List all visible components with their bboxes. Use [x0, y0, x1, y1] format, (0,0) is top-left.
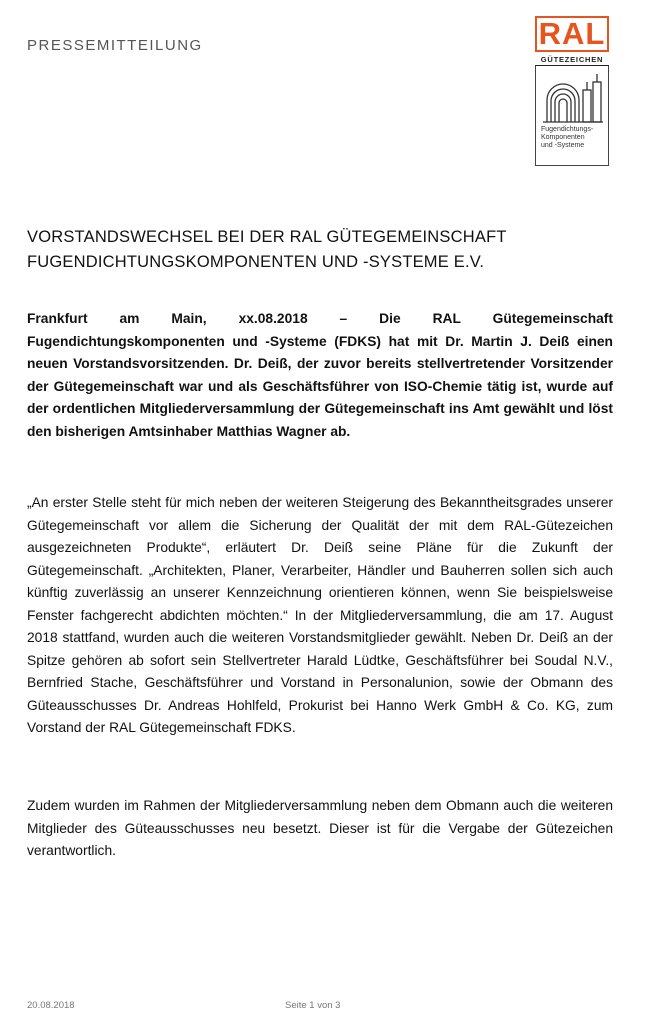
logo-label-line: Fugendichtungs-	[541, 126, 594, 133]
title-line: FUGENDICHTUNGSKOMPONENTEN UND -SYSTEME E.V.	[27, 253, 485, 271]
press-release-title	[27, 225, 627, 275]
body-paragraph: „An erster Stelle steht für mich neben der weiteren Steigerung des Bekanntheitsgrades unserer Gütegemeinschaft vor allem die Sicherung der Qualität der mit dem RAL-Gütezeichen ausgezeichneten Produkte“, erläutert Dr. Deiß seine Pläne für die Zukunft der Gütegemeinschaft. „Architekten, Planer, Verarbeiter, Händler und Bauherren sollen sich auch künftig zuverlässig an unserer Kennzeichnung orientieren können, wenn Sie beispielsweise Fenster fachgerecht abdichten möchten.“ In der Mitgliederversammlung, die am 17. August 2018 stattfand, wurden auch die weiteren Vorstandsmitglieder gewählt. Neben Dr. Deiß an der Spitze gehören ab sofort sein Stellvertreter Harald Lüdtke, Geschäftsführer bei Soudal N.V., Bernfried Stache, Geschäftsführer und Vorstand in Personalunion, sowie der Obmann des Güteausschusses Dr. Andreas Hohlfeld, Prokurist bei Hanno Werk GmbH & Co. KG, zum Vorstand der RAL Gütegemeinschaft FDKS.	[27, 495, 613, 735]
logo-label-line: und -Systeme	[541, 142, 585, 149]
logo-emblem-box	[535, 66, 609, 166]
footer-date: 20.08.2018	[27, 1000, 75, 1011]
footer-page-number: Seite 1 von 3	[285, 1000, 341, 1011]
lead-paragraph: Frankfurt am Main, xx.08.2018 – Die RAL Gütegemeinschaft Fugendichtungskomponenten und -Systeme (FDKS) hat mit Dr. Martin J. Deiß einen neuen Vorstandsvorsitzenden. Dr. Deiß, der zuvor bereits stellvertretender Vorsitzender der Gütegemeinschaft war und als Geschäftsführer von ISO-Chemie tätig ist, wurde auf der ordentlichen Mitgliederversammlung der Gütegemeinschaft ins Amt gewählt und löst den bisherigen Amtsinhaber Matthias Wagner ab.	[27, 311, 613, 439]
logo-ral-mark: RAL	[535, 16, 609, 52]
body-paragraph: Zudem wurden im Rahmen der Mitgliederversammlung neben dem Obmann auch die weiteren Mitglieder des Güteausschusses neu besetzt. Dieser ist für die Vergabe der Gütezeichen verantwortlich.	[27, 798, 613, 858]
logo-subtitle: GÜTEZEICHEN	[535, 55, 609, 66]
logo-label-line: Komponenten	[541, 134, 585, 141]
ral-guetezeichen-logo	[535, 16, 613, 166]
title-line: VORSTANDSWECHSEL BEI DER RAL GÜTEGEMEINSCHAFT	[27, 228, 507, 246]
document-kicker: PRESSEMITTEILUNG	[27, 37, 203, 54]
logo-label	[541, 126, 593, 150]
joint-sealing-emblem-icon	[541, 70, 605, 124]
